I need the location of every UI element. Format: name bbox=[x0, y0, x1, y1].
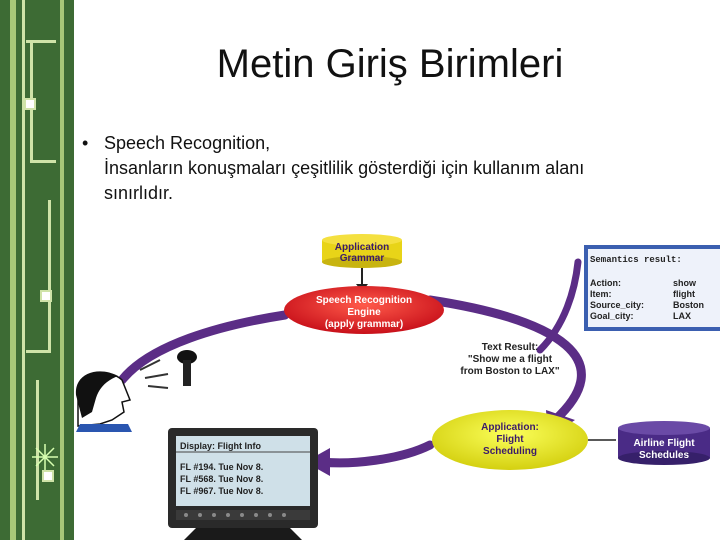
flow-arrow-bottom bbox=[322, 445, 430, 463]
semantics-key-0: Action: bbox=[590, 278, 621, 288]
engine-line-3: (apply grammar) bbox=[324, 319, 404, 330]
display-row-1: FL #568. Tue Nov 8. bbox=[180, 474, 264, 484]
db-line-2: Schedules bbox=[638, 450, 690, 461]
display-header: Display: Flight Info bbox=[180, 441, 261, 451]
semantics-value-3: LAX bbox=[673, 311, 691, 321]
engine-line-2: Engine bbox=[347, 307, 381, 318]
db-line-1: Airline Flight bbox=[633, 438, 695, 449]
flow-arrow-top-left bbox=[122, 315, 285, 380]
grammar-label-1: Application bbox=[334, 242, 390, 253]
airline-flight-schedules-database bbox=[618, 421, 710, 465]
application-grammar-node bbox=[322, 234, 402, 268]
sparkle-icon bbox=[32, 444, 58, 470]
semantics-value-0: show bbox=[673, 278, 697, 288]
app-line-1: Application: bbox=[481, 422, 539, 433]
semantics-value-1: flight bbox=[673, 289, 695, 299]
display-row-0: FL #194. Tue Nov 8. bbox=[180, 462, 264, 472]
semantics-key-2: Source_city: bbox=[590, 300, 645, 310]
display-row-2: FL #967. Tue Nov 8. bbox=[180, 486, 264, 496]
slide-title: Metin Giriş Birimleri bbox=[216, 42, 564, 86]
semantics-header: Semantics result: bbox=[590, 255, 682, 265]
bullet-line-3: sınırlıdır. bbox=[104, 183, 174, 203]
speech-recognition-engine-node bbox=[284, 286, 444, 334]
app-line-2: Flight bbox=[496, 434, 524, 445]
bullet-dot: • bbox=[82, 133, 89, 153]
microphone-icon bbox=[177, 350, 197, 386]
application-flight-scheduling-node bbox=[432, 410, 588, 470]
text-result-line-2: "Show me a flight bbox=[467, 354, 553, 365]
flight-info-monitor bbox=[168, 428, 318, 540]
bullet-line-1: Speech Recognition, bbox=[104, 133, 271, 153]
app-line-3: Scheduling bbox=[483, 446, 537, 457]
text-result-line-1: Text Result: bbox=[481, 342, 539, 353]
bullet-line-2: İnsanların konuşmaları çeşitlilik gösterdiği için kullanım alanı bbox=[104, 158, 585, 178]
grammar-label-2: Grammar bbox=[339, 253, 385, 264]
engine-line-1: Speech Recognition bbox=[315, 295, 413, 306]
semantics-key-3: Goal_city: bbox=[590, 311, 634, 321]
semantics-result-panel bbox=[584, 245, 720, 331]
semantics-value-2: Boston bbox=[673, 300, 704, 310]
text-result-line-3: from Boston to LAX" bbox=[460, 366, 560, 377]
semantics-key-1: Item: bbox=[590, 289, 612, 299]
